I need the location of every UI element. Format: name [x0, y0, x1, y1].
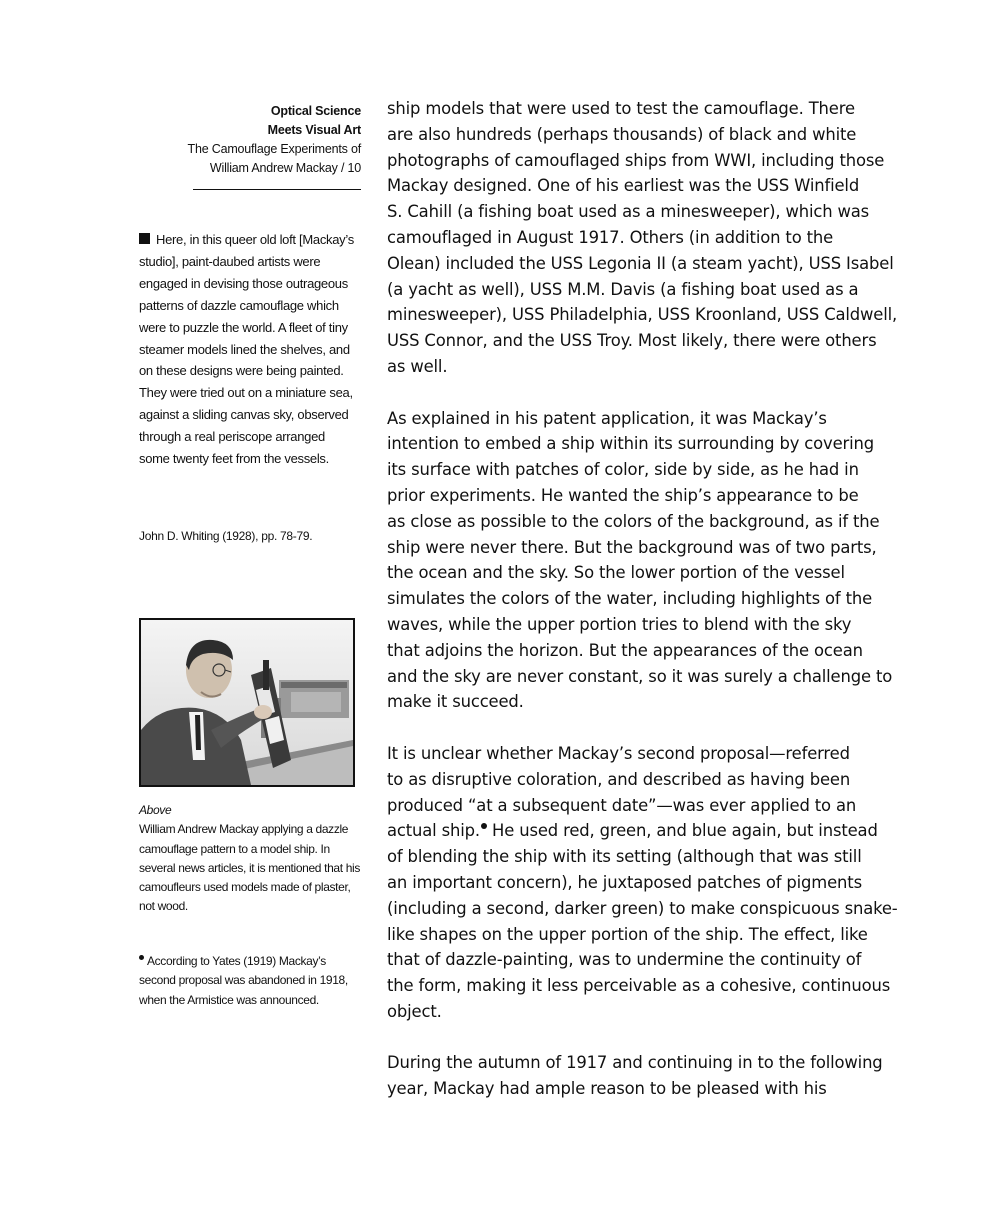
body-line: It is unclear whether Mackay’s second proposal—referred: [387, 743, 850, 763]
body-line: Olean) included the USS Legonia II (a steam yacht), USS Isabel: [387, 253, 894, 273]
caption-text: William Andrew Mackay applying a dazzle camouflage pattern to a model ship. In several news articles, it is mentioned that his camoufleurs used models made of plaster, not wood.: [139, 822, 360, 914]
photo-mackay-with-model-ship: [139, 618, 355, 787]
body-line: (a yacht as well), USS M.M. Davis (a fishing boat used as a: [387, 279, 859, 299]
body-line: are also hundreds (perhaps thousands) of black and white: [387, 124, 857, 144]
body-line: as well.: [387, 356, 448, 376]
paragraph-3: [387, 741, 932, 1025]
body-line: photographs of camouflaged ships from WWI, including those: [387, 150, 885, 170]
quote-citation: John D. Whiting (1928), pp. 78-79.: [139, 529, 313, 543]
header-block: [139, 102, 361, 178]
photo-illustration: [141, 620, 353, 785]
body-line: camouflaged in August 1917. Others (in addition to the: [387, 227, 834, 247]
footnote-text: According to Yates (1919) Mackay’s second proposal was abandoned in 1918, when the Armistice was announced.: [139, 954, 348, 1007]
body-line: During the autumn of 1917 and continuing in to the following: [387, 1053, 883, 1073]
footnote-bullet-icon: [139, 955, 144, 960]
body-line: minesweeper), USS Philadelphia, USS Kroonland, USS Caldwell,: [387, 305, 898, 325]
header-title-line2: Meets Visual Art: [267, 123, 361, 137]
body-line: ship models that were used to test the camouflage. There: [387, 99, 855, 118]
caption-label: Above: [139, 803, 172, 817]
body-line: its surface with patches of color, side by side, as he had in: [387, 460, 859, 480]
body-line: As explained in his patent application, it was Mackay’s: [387, 408, 827, 428]
body-line: Mackay designed. One of his earliest was the USS Winfield: [387, 176, 860, 196]
body-line: that adjoins the horizon. But the appearances of the ocean: [387, 640, 863, 660]
paragraph-1: [387, 96, 932, 380]
header-subtitle-line2: William Andrew Mackay / 10: [209, 161, 361, 175]
pull-quote-text: Here, in this queer old loft [Mackay’s studio], paint-daubed artists were engaged in devising those outrageous patterns of dazzle camouflage which were to puzzle the world. A fleet of tiny steamer models lined the shelves, and on these designs were being painted. They were tried out on a miniature sea, against a sliding canvas sky, observed through a real periscope arranged some twenty feet from the vessels.: [139, 232, 354, 467]
body-line: waves, while the upper portion tries to blend with the sky: [387, 614, 852, 634]
photo-caption: [139, 801, 361, 917]
body-line: produced “at a subsequent date”—was ever applied to an: [387, 795, 857, 815]
main-body-text: [387, 96, 932, 1128]
body-line: simulates the colors of the water, including highlights of the: [387, 589, 873, 609]
body-line: an important concern), he juxtaposed patches of pigments: [387, 872, 862, 892]
paragraph-2: [387, 406, 932, 716]
header-subtitle-line1: The Camouflage Experiments of: [187, 142, 361, 156]
running-header: [139, 102, 361, 190]
header-title-line1: Optical Science: [270, 104, 361, 118]
body-line-part: actual ship.: [387, 821, 480, 841]
body-line: the form, making it less perceivable as a cohesive, continuous: [387, 976, 891, 996]
body-line: ship were never there. But the background was of two parts,: [387, 537, 877, 557]
body-line: S. Cahill (a fishing boat used as a minesweeper), which was: [387, 202, 870, 222]
body-line: the ocean and the sky. So the lower portion of the vessel: [387, 563, 845, 583]
pull-quote: [139, 229, 355, 470]
header-divider: [193, 189, 361, 190]
body-line: to as disruptive coloration, and described as having been: [387, 769, 851, 789]
body-line-part: He used red, green, and blue again, but instead: [486, 821, 878, 841]
square-bullet-icon: [139, 233, 150, 244]
body-line: make it succeed.: [387, 692, 524, 712]
body-line: as close as possible to the colors of the background, as if the: [387, 511, 880, 531]
body-line: and the sky are never constant, so it was surely a challenge to: [387, 666, 893, 686]
body-line: object.: [387, 1001, 442, 1021]
footnote: [139, 952, 361, 1010]
body-line: like shapes on the upper portion of the ship. The effect, like: [387, 924, 868, 944]
body-line-footnote: [387, 818, 932, 844]
body-line: that of dazzle-painting, was to undermine the continuity of: [387, 950, 862, 970]
body-line: prior experiments. He wanted the ship’s appearance to be: [387, 485, 859, 505]
paragraph-4: [387, 1050, 932, 1102]
body-line: year, Mackay had ample reason to be pleased with his: [387, 1079, 827, 1099]
body-line: USS Connor, and the USS Troy. Most likely, there were others: [387, 331, 877, 351]
body-line: (including a second, darker green) to make conspicuous snake-: [387, 898, 898, 918]
body-line: intention to embed a ship within its surrounding by covering: [387, 434, 875, 454]
body-line: of blending the ship with its setting (although that was still: [387, 847, 862, 867]
